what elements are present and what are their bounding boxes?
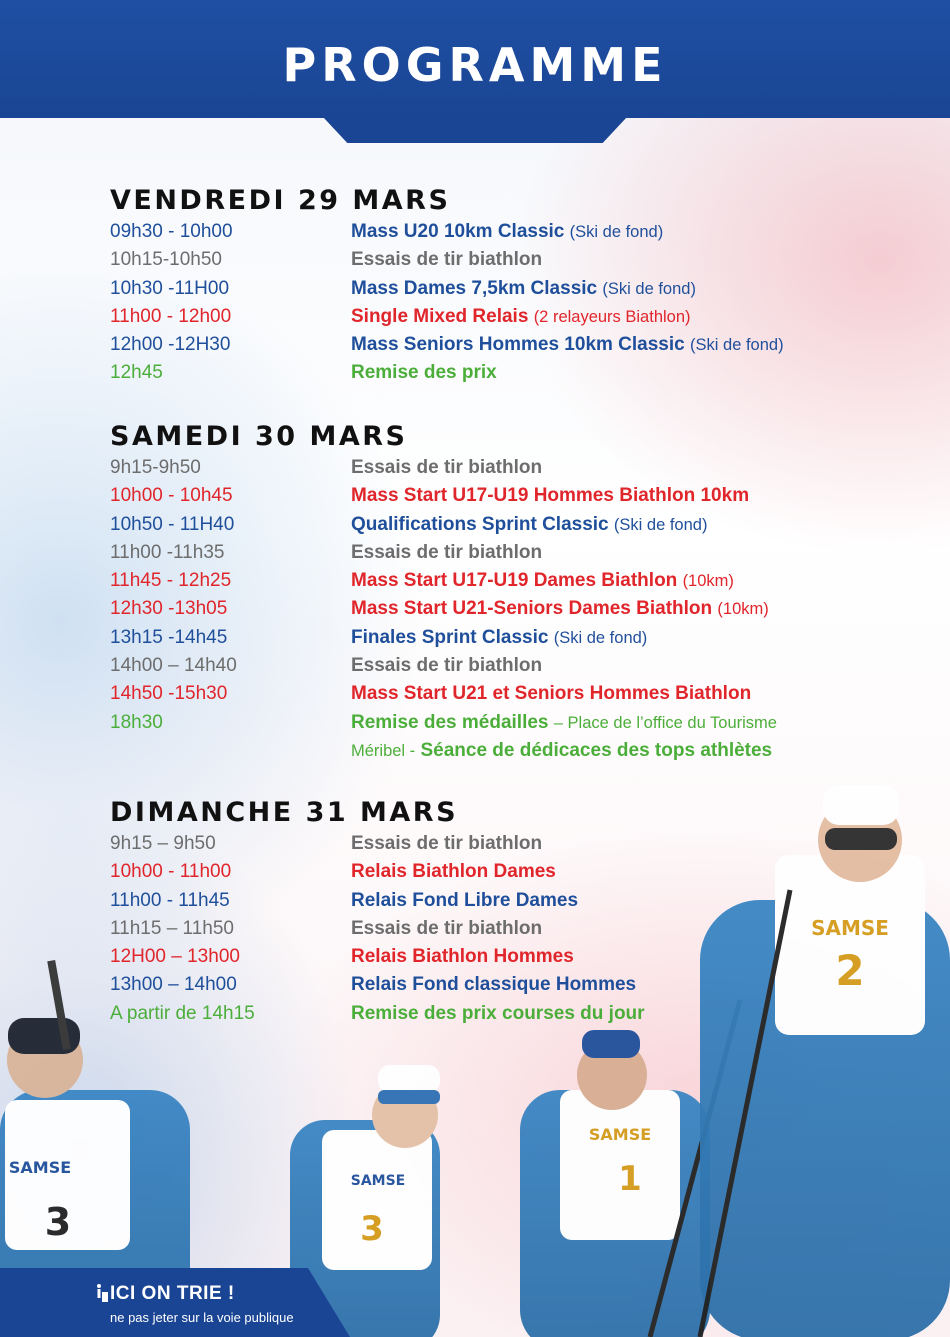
schedule-event-label: Mass U20 10km Classic — [351, 221, 565, 242]
schedule-event-label: Relais Fond Libre Dames — [351, 889, 579, 911]
schedule-event-label: Remise des prix — [351, 362, 497, 384]
schedule-event — [351, 246, 542, 274]
schedule-event-label: Remise des médailles — [351, 711, 549, 733]
schedule-event-label: Essais de tir biathlon — [351, 833, 543, 854]
schedule-event — [351, 539, 542, 567]
schedule-event-label: Qualifications Sprint Classic — [351, 513, 609, 535]
schedule-time: 12H00 – 13h00 — [110, 946, 240, 968]
schedule-event-label: Essais de tir biathlon — [351, 541, 543, 563]
schedule-note: (10km) — [717, 600, 769, 619]
day-title: DIMANCHE 31 MARS — [110, 797, 459, 828]
schedule-event-label: Single Mixed Relais — [351, 305, 529, 327]
schedule-note: – Place de l’office du Tourisme — [553, 713, 777, 732]
schedule-time: 10h00 - 10h45 — [110, 485, 233, 507]
schedule-time: 13h00 – 14h00 — [110, 974, 237, 996]
header-notch — [323, 117, 627, 143]
day-title: SAMEDI 30 MARS — [110, 421, 408, 452]
schedule-event-label: Essais de tir biathlon — [351, 655, 543, 677]
footer-subtitle: ne pas jeter sur la voie publique — [110, 1310, 294, 1325]
bib-number-right-center: 1 — [618, 1159, 642, 1199]
schedule-time: 12h00 -12H30 — [110, 334, 231, 356]
schedule-row — [110, 482, 830, 510]
athlete-right — [700, 785, 950, 1337]
schedule-time: 11h00 -11h35 — [110, 541, 225, 563]
schedule-row — [110, 359, 830, 387]
schedule-event-label: Relais Biathlon Dames — [351, 861, 556, 883]
schedule-time: 18h30 — [110, 711, 163, 733]
schedule-note: (2 relayeurs Biathlon) — [533, 307, 691, 326]
schedule-row — [110, 454, 830, 482]
bib-sponsor-right-center: SAMSE — [588, 1125, 652, 1144]
schedule-event-label: Mass Dames 7,5km Classic — [351, 277, 598, 299]
day-title: VENDREDI 29 MARS — [110, 185, 451, 216]
schedule-time: 10h15-10h50 — [110, 249, 222, 271]
schedule-event — [351, 624, 647, 652]
schedule-note: (Ski de fond) — [690, 336, 784, 355]
schedule-row — [110, 595, 830, 623]
schedule-row — [110, 331, 830, 359]
schedule-event-label: Essais de tir biathlon — [351, 917, 543, 939]
bib-number-left: 3 — [44, 1200, 72, 1244]
schedule-row — [110, 709, 830, 737]
schedule-row — [110, 275, 830, 303]
schedule-event — [351, 331, 784, 359]
schedule-time: 11h00 - 12h00 — [110, 305, 232, 327]
bib-sponsor-center: SAMSE — [350, 1173, 406, 1189]
schedule-note: (Ski de fond) — [602, 279, 696, 298]
schedule-event — [351, 680, 751, 708]
schedule-event-label: Séance de dédicaces des tops athlètes — [420, 739, 773, 761]
day-section — [110, 420, 830, 765]
schedule-time: 14h00 – 14h40 — [110, 655, 237, 677]
schedule-time: 09h30 - 10h00 — [110, 221, 233, 242]
athletes-illustration — [0, 760, 950, 1337]
schedule-note: (Ski de fond) — [569, 223, 664, 241]
schedule-row — [110, 567, 830, 595]
schedule-event — [351, 454, 542, 482]
schedule-row — [110, 303, 830, 331]
schedule-event — [351, 567, 734, 595]
schedule-event-label: Relais Biathlon Hommes — [351, 946, 574, 968]
schedule-row — [110, 624, 830, 652]
schedule-time: 9h15 – 9h50 — [110, 833, 216, 854]
schedule-event-label: Mass Seniors Hommes 10km Classic — [351, 334, 685, 356]
schedule-event-label: Mass Start U17-U19 Dames Biathlon — [351, 570, 678, 592]
page-title: PROGRAMME — [282, 38, 668, 92]
schedule-row — [110, 652, 830, 680]
schedule-time: 11h00 - 11h45 — [110, 889, 230, 911]
bib-sponsor-right: SAMSE — [811, 916, 889, 940]
schedule-event-label: Mass Start U21 et Seniors Hommes Biathlon — [351, 683, 752, 705]
schedule-event — [351, 709, 777, 737]
schedule-time: 13h15 -14h45 — [110, 626, 228, 648]
schedule-note: (Ski de fond) — [553, 628, 648, 647]
schedule-event-label: Relais Fond classique Hommes — [351, 974, 637, 996]
schedule-event-label: Essais de tir biathlon — [351, 249, 543, 271]
schedule-time: 10h00 - 11h00 — [110, 861, 232, 883]
schedule-prefix: Méribel - — [351, 741, 416, 760]
schedule-row — [110, 246, 830, 274]
schedule-row — [110, 680, 830, 708]
schedule-event — [351, 359, 497, 387]
schedule-event-label: Finales Sprint Classic — [351, 626, 549, 648]
schedule-event — [351, 652, 542, 680]
schedule-time: 10h50 - 11H40 — [110, 513, 235, 535]
schedule-event — [351, 218, 663, 246]
schedule-event — [351, 482, 749, 510]
footer-title: ICI ON TRIE ! — [110, 1283, 235, 1304]
schedule-time: 12h45 — [110, 362, 163, 384]
schedule-event-label: Mass Start U21-Seniors Dames Biathlon — [351, 598, 713, 620]
bib-number-right: 2 — [835, 946, 865, 995]
schedule-note: (10km) — [682, 572, 734, 591]
schedule-time: 10h30 -11H00 — [110, 277, 230, 299]
schedule-time: 12h30 -13h05 — [110, 598, 228, 620]
schedule-event-label: Essais de tir biathlon — [351, 457, 543, 478]
schedule-row — [110, 218, 830, 246]
schedule-event-label: Remise des prix courses du jour — [351, 1002, 645, 1024]
day-section — [110, 184, 830, 388]
schedule-event — [351, 303, 691, 331]
schedule-event — [351, 275, 696, 303]
schedule-event — [351, 511, 707, 539]
schedule-note: (Ski de fond) — [613, 515, 708, 534]
bib-number-center: 3 — [360, 1209, 384, 1249]
schedule-event — [351, 595, 769, 623]
schedule-event-label: Mass Start U17-U19 Hommes Biathlon 10km — [351, 485, 750, 507]
schedule-time: A partir de 14h15 — [110, 1002, 255, 1024]
schedule-time: 11h45 - 12h25 — [110, 570, 232, 592]
schedule-row — [110, 539, 830, 567]
schedule-time: 14h50 -15h30 — [110, 683, 228, 705]
schedule-row — [110, 511, 830, 539]
schedule-time: 11h15 – 11h50 — [110, 917, 234, 939]
schedule-time: 9h15-9h50 — [110, 457, 201, 478]
trash-person-icon — [96, 1283, 108, 1305]
bib-sponsor-left: SAMSE — [8, 1158, 72, 1177]
